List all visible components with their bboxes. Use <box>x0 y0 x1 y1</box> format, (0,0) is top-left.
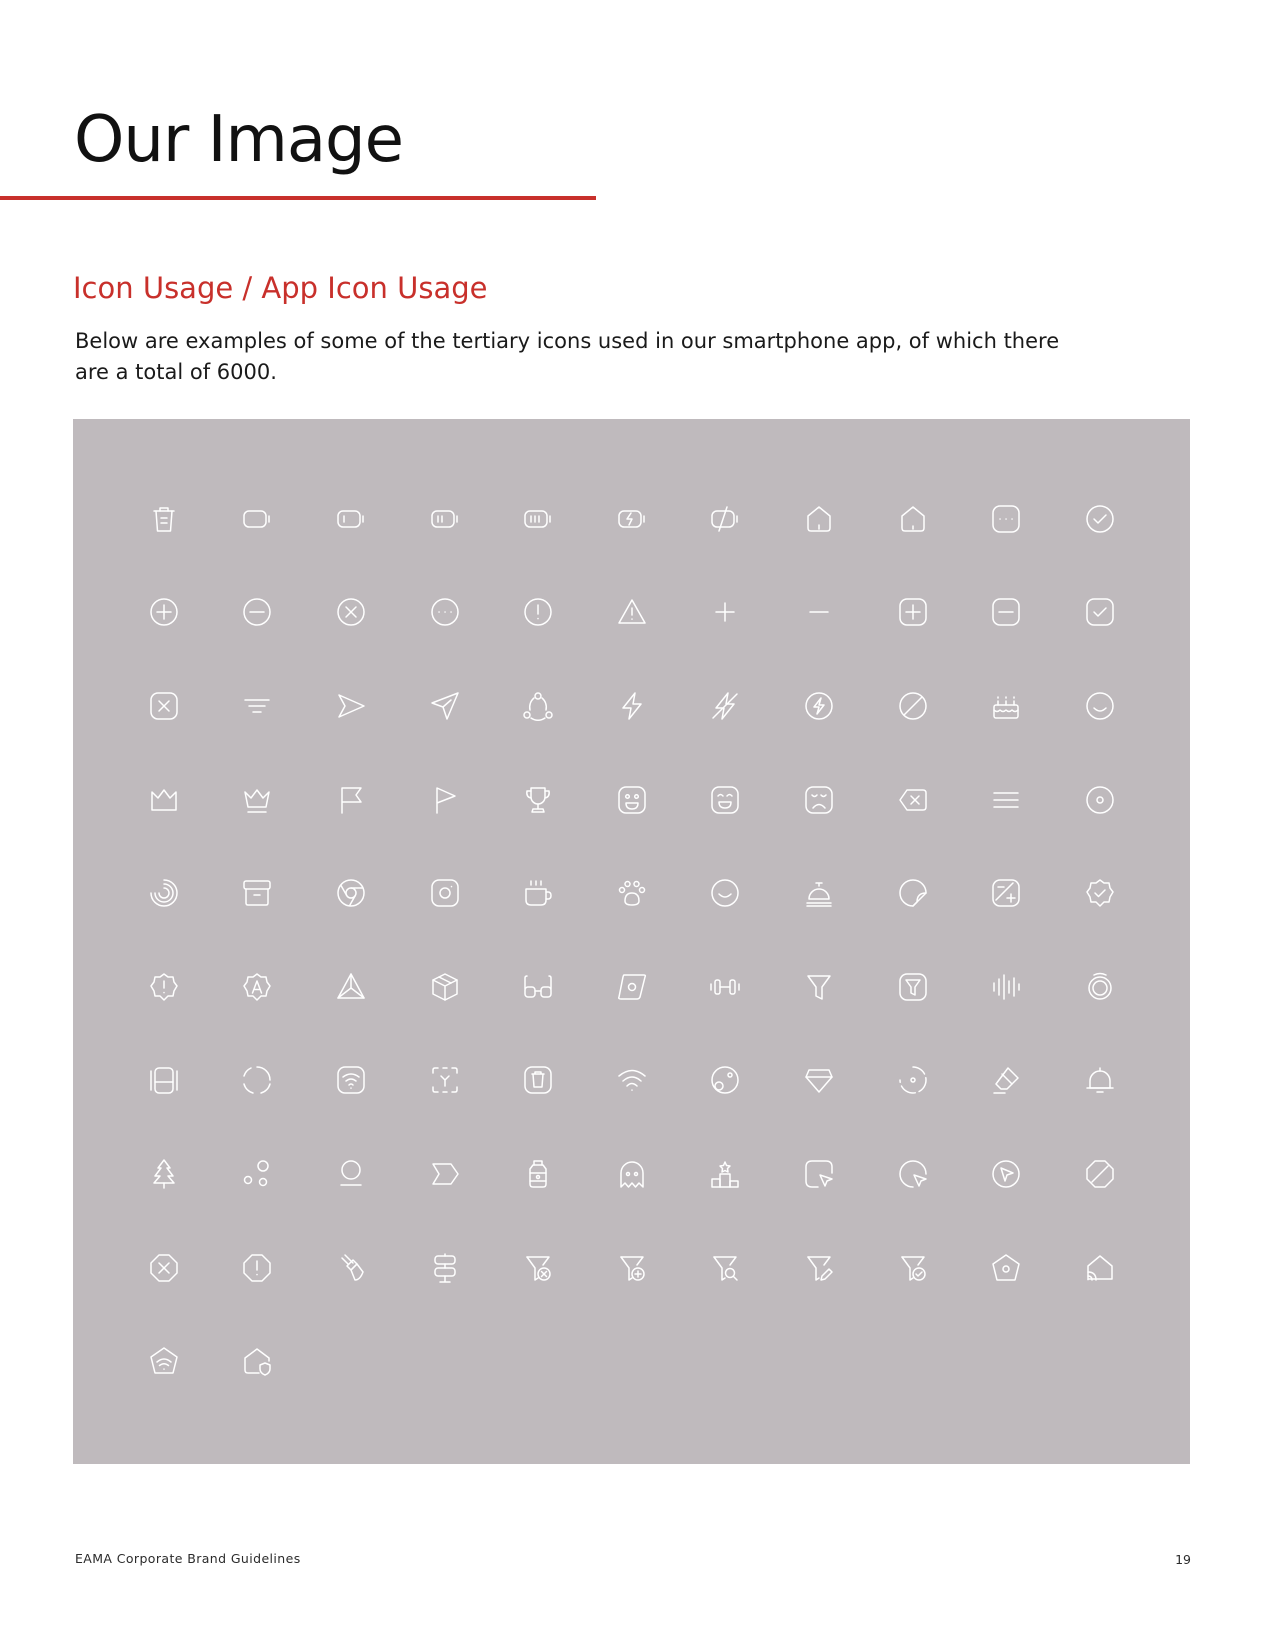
battery-low-icon <box>304 472 398 566</box>
close-circle-icon <box>304 566 398 660</box>
happy-square-icon <box>585 753 679 847</box>
trash-square-icon <box>491 1034 585 1128</box>
badge-check-icon <box>1053 846 1147 940</box>
ring-icon <box>1053 940 1147 1034</box>
close-square-icon <box>117 659 211 753</box>
crown-alt-icon <box>211 753 305 847</box>
icon-grid <box>117 472 1147 1408</box>
tag-arrow-icon <box>398 1127 492 1221</box>
home-wifi-icon <box>1053 1221 1147 1315</box>
plus-circle-icon <box>117 566 211 660</box>
icon-panel <box>73 419 1190 1464</box>
triangle-logo-icon <box>304 940 398 1034</box>
more-square-icon <box>959 472 1053 566</box>
funnel-icon <box>772 940 866 1034</box>
flag-icon <box>304 753 398 847</box>
footer-document-title: EAMA Corporate Brand Guidelines <box>75 1551 301 1566</box>
sticker-cursor-icon <box>772 1127 866 1221</box>
battery-slash-icon <box>679 472 773 566</box>
flash-slash-icon <box>679 659 773 753</box>
signpost-icon <box>398 1221 492 1315</box>
sad-square-icon <box>772 753 866 847</box>
crown-icon <box>117 753 211 847</box>
record-circle-icon <box>1053 753 1147 847</box>
ghost-icon <box>585 1127 679 1221</box>
coffee-mug-icon <box>491 846 585 940</box>
minus-circle-icon <box>211 566 305 660</box>
page-title: Our Image <box>74 103 404 177</box>
badge-alert-icon <box>117 940 211 1034</box>
cake-icon <box>959 659 1053 753</box>
bookmark-card-icon <box>585 940 679 1034</box>
scan-focus-icon <box>398 1034 492 1128</box>
bottle-icon <box>491 1127 585 1221</box>
plus-square-icon <box>866 566 960 660</box>
box-3d-icon <box>398 940 492 1034</box>
funnel-check-icon <box>866 1221 960 1315</box>
glasses-icon <box>491 940 585 1034</box>
trash-icon <box>117 472 211 566</box>
funnel-close-icon <box>491 1221 585 1315</box>
archive-icon <box>211 846 305 940</box>
home-icon <box>772 472 866 566</box>
more-circle-icon <box>398 566 492 660</box>
trophy-icon <box>491 753 585 847</box>
pin-circle-icon <box>304 1127 398 1221</box>
wifi-square-icon <box>304 1034 398 1128</box>
bell-icon <box>1053 1034 1147 1128</box>
filter-lines-icon <box>211 659 305 753</box>
funnel-add-icon <box>585 1221 679 1315</box>
pentagon-dot-icon <box>959 1221 1053 1315</box>
loading-spiral-icon <box>117 846 211 940</box>
service-bell-icon <box>772 846 866 940</box>
funnel-edit-icon <box>772 1221 866 1315</box>
battery-empty-icon <box>211 472 305 566</box>
share-circle-icon <box>491 659 585 753</box>
sound-wave-icon <box>959 940 1053 1034</box>
tree-icon <box>117 1127 211 1221</box>
instagram-icon <box>398 846 492 940</box>
bubbles-icon <box>211 1127 305 1221</box>
battery-half-icon <box>398 472 492 566</box>
minus-square-icon <box>959 566 1053 660</box>
flash-circle-icon <box>772 659 866 753</box>
home-wifi-alt-icon <box>117 1314 211 1408</box>
image-add-icon <box>959 846 1053 940</box>
info-circle-icon <box>491 566 585 660</box>
brush-icon <box>304 1221 398 1315</box>
stop-octagon-icon <box>1053 1127 1147 1221</box>
sticker-icon <box>866 846 960 940</box>
laugh-square-icon <box>679 753 773 847</box>
flash-icon <box>585 659 679 753</box>
target-dashed-icon <box>866 1034 960 1128</box>
warning-triangle-icon <box>585 566 679 660</box>
flag-alt-icon <box>398 753 492 847</box>
funnel-search-icon <box>679 1221 773 1315</box>
dumbbell-icon <box>679 940 773 1034</box>
backspace-icon <box>866 753 960 847</box>
battery-full-icon <box>491 472 585 566</box>
intro-paragraph: Below are examples of some of the tertiary icons used in our smartphone app, of which there are a total of 6000. <box>75 329 1060 384</box>
play-cursor-icon <box>959 1127 1053 1221</box>
forbidden-icon <box>866 659 960 753</box>
home-alt-icon <box>866 472 960 566</box>
diamond-icon <box>772 1034 866 1128</box>
home-shield-icon <box>211 1314 305 1408</box>
footer-page-number: 19 <box>1175 1552 1191 1567</box>
close-octagon-icon <box>117 1221 211 1315</box>
plus-icon <box>679 566 773 660</box>
alert-octagon-icon <box>211 1221 305 1315</box>
funnel-square-icon <box>866 940 960 1034</box>
send-alt-icon <box>398 659 492 753</box>
loading-circle-icon <box>211 1034 305 1128</box>
podium-icon <box>679 1127 773 1221</box>
circle-cursor-icon <box>866 1127 960 1221</box>
eraser-icon <box>959 1034 1053 1128</box>
check-circle-icon <box>1053 472 1147 566</box>
badge-a-icon <box>211 940 305 1034</box>
menu-lines-icon <box>959 753 1053 847</box>
wifi-icon <box>585 1034 679 1128</box>
check-square-icon <box>1053 566 1147 660</box>
smile-circle-icon <box>1053 659 1147 753</box>
chrome-icon <box>304 846 398 940</box>
title-rule <box>0 196 596 200</box>
cards-stack-icon <box>117 1034 211 1128</box>
paw-icon <box>585 846 679 940</box>
send-icon <box>304 659 398 753</box>
minus-icon <box>772 566 866 660</box>
smile-icon <box>679 846 773 940</box>
battery-charging-icon <box>585 472 679 566</box>
section-heading: Icon Usage / App Icon Usage <box>73 271 488 305</box>
disc-icon <box>679 1034 773 1128</box>
